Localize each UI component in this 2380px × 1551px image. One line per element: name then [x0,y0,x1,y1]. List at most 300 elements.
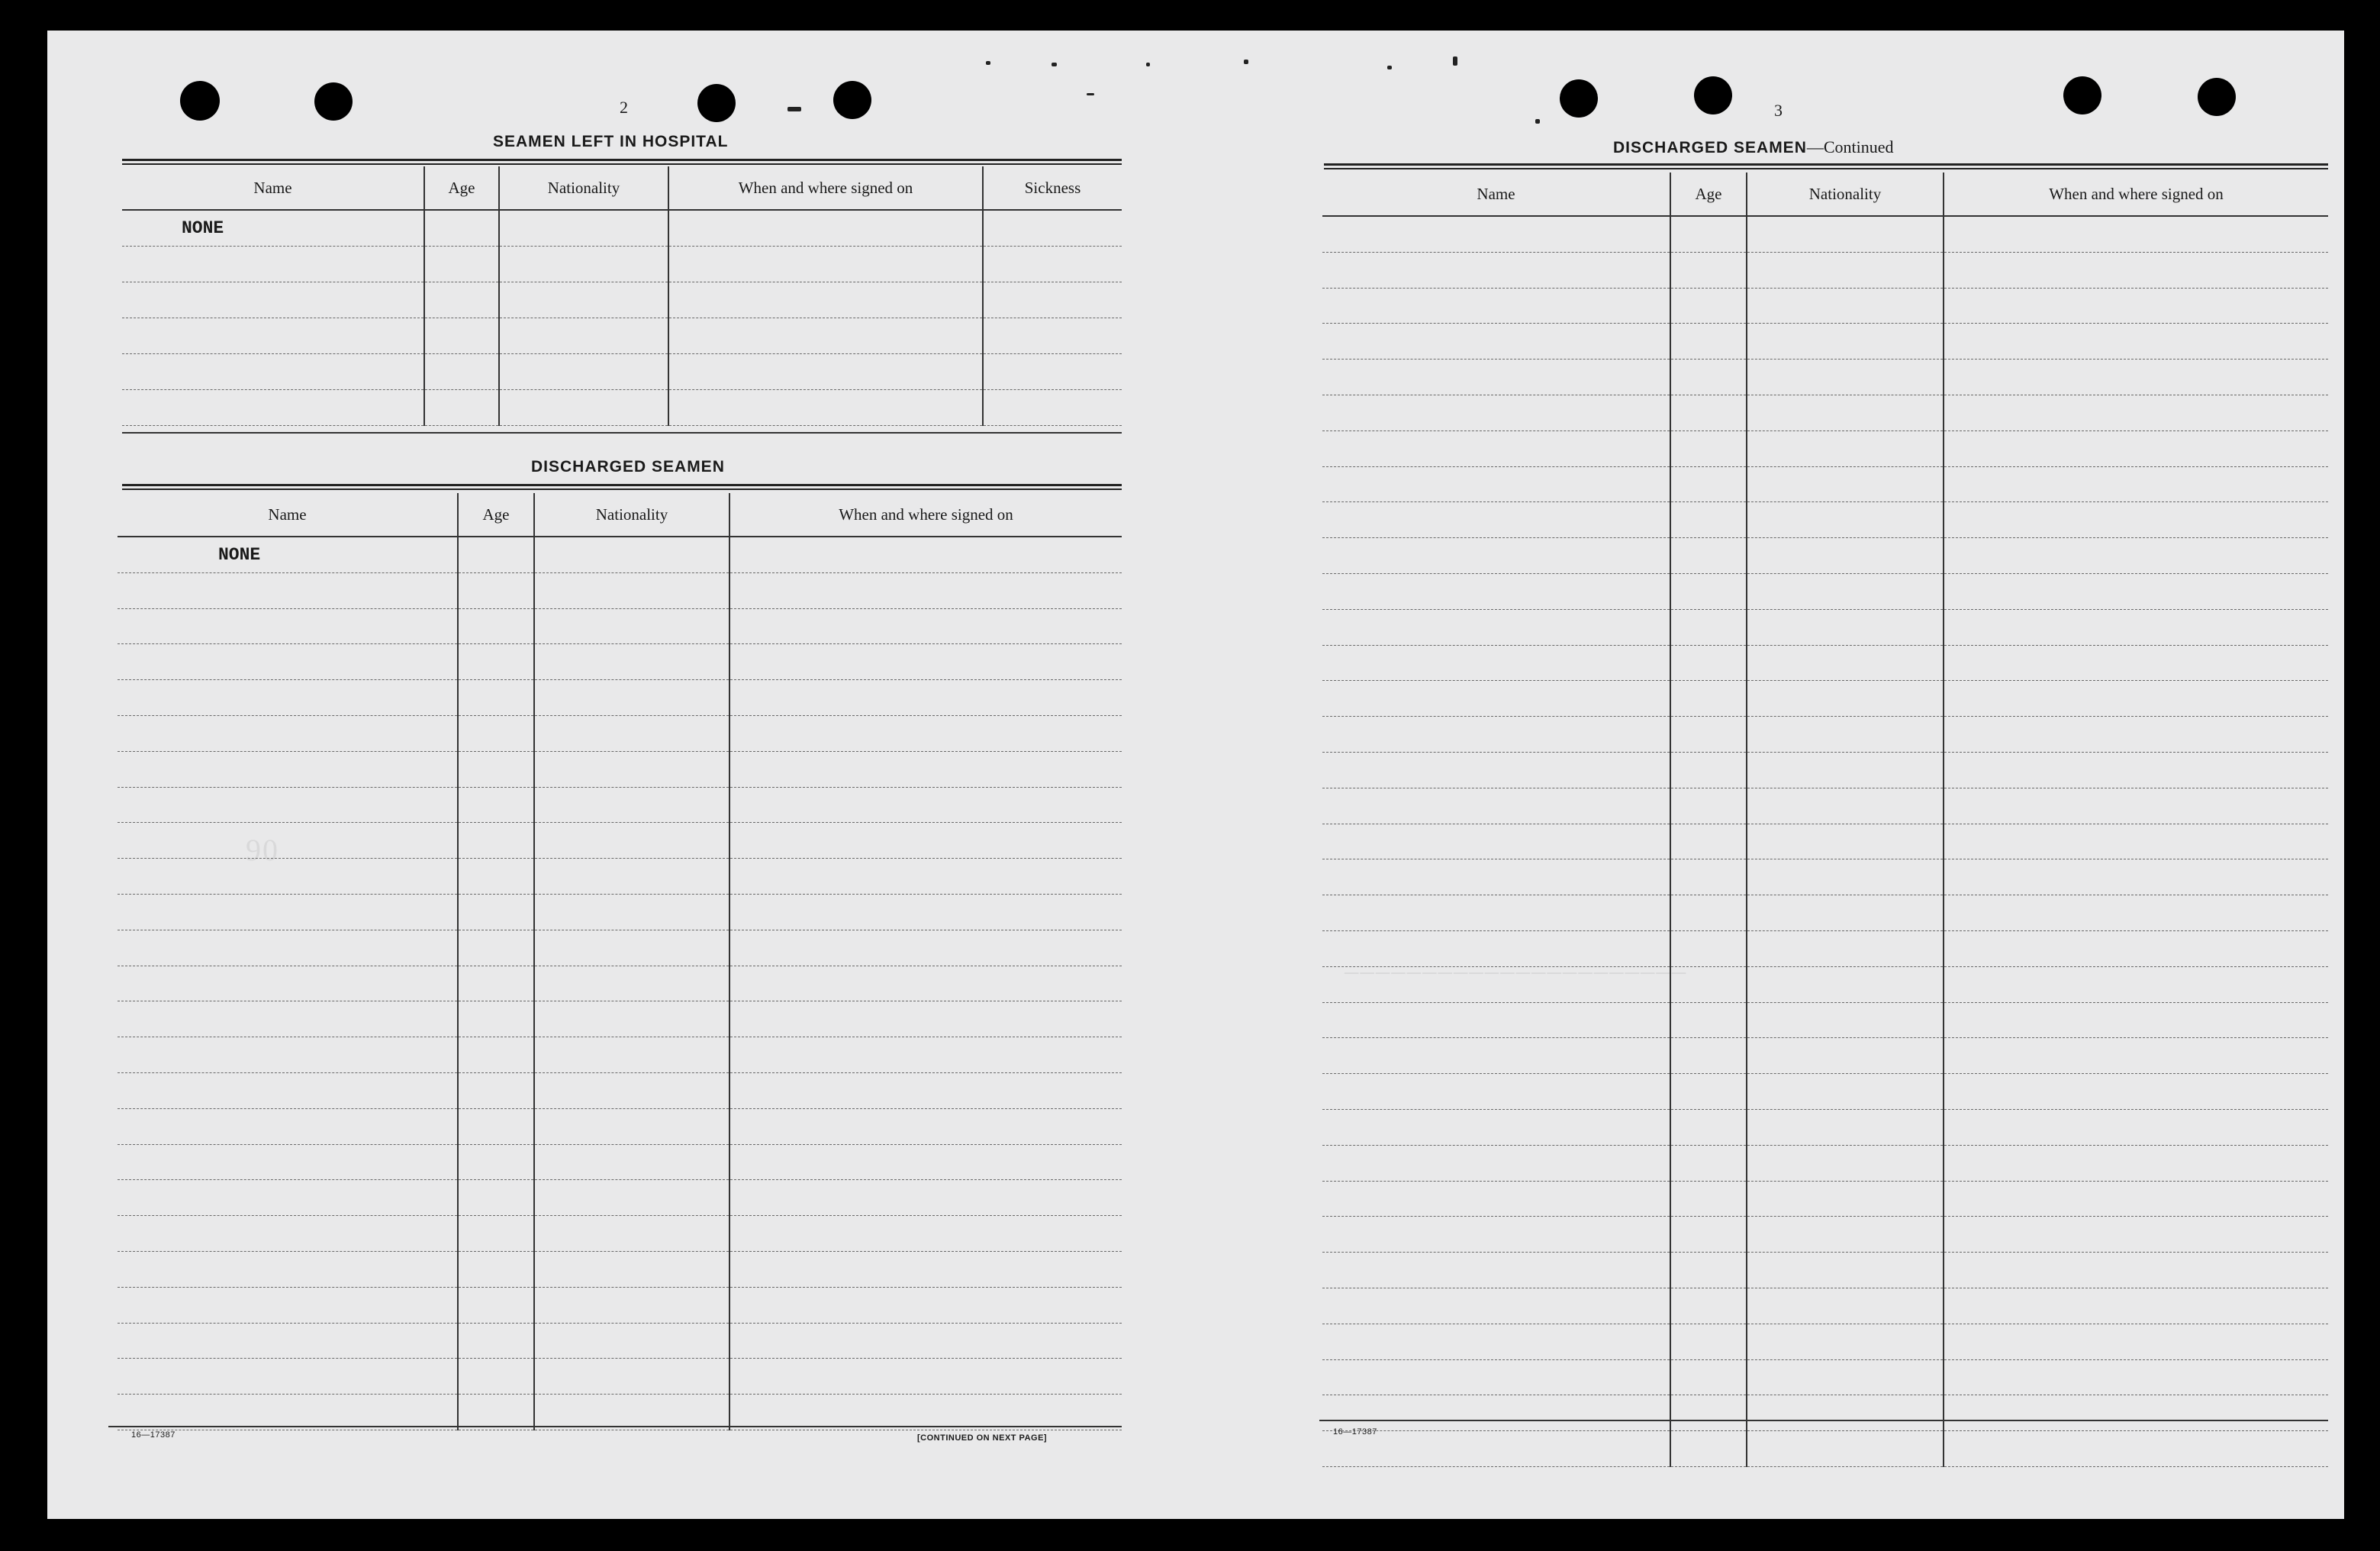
table-cell [1747,645,1944,681]
table-row [1322,1395,2328,1431]
table-cell [729,537,1122,572]
table-row [1322,538,2328,574]
table-cell [1322,1395,1670,1431]
table-cell [1670,752,1747,788]
table-cell [668,390,983,426]
table-cell [729,1037,1122,1073]
table-cell [458,1001,534,1037]
table-cell [458,1216,534,1252]
table-cell [1670,1002,1747,1038]
table-row [1322,859,2328,895]
table-cell [534,572,729,608]
table-cell [1322,573,1670,609]
column-header-nationality: Nationality [1747,173,1944,216]
table-row [1322,1109,2328,1145]
column-header-nationality: Nationality [534,493,729,537]
table-row [118,680,1122,716]
table-cell [424,210,499,247]
table-cell [1670,466,1747,502]
table-row [1322,1074,2328,1110]
table-cell [1322,324,1670,360]
table-cell [668,282,983,318]
table-cell [983,282,1122,318]
table-cell [983,210,1122,247]
table-cell [1944,360,2328,395]
table-cell [1944,1324,2328,1359]
table-cell [1670,609,1747,645]
column-header-sickness: Sickness [983,166,1122,210]
table-cell [534,751,729,787]
table-cell [118,787,458,823]
table-cell [729,1108,1122,1144]
table-cell [118,966,458,1001]
table-row [122,210,1122,247]
discharged-table [118,493,1122,1430]
table-cell [1322,681,1670,717]
table-cell [499,354,668,390]
table-cell [1322,1324,1670,1359]
table-cell [668,354,983,390]
table-cell [1747,1109,1944,1145]
table-cell [1322,430,1670,466]
table-cell [499,318,668,354]
table-cell [1747,930,1944,966]
table-cell [729,1359,1122,1395]
table-cell [1670,1395,1747,1431]
table-cell [1670,681,1747,717]
table-cell [1670,502,1747,538]
table-cell [118,1395,458,1430]
table-row [118,1395,1122,1430]
table-header-row [122,166,1122,210]
table-row [1322,1038,2328,1074]
table-cell [729,715,1122,751]
section-rule [122,484,1122,490]
table-cell [534,1001,729,1037]
table-cell [122,247,424,282]
table-cell [1670,573,1747,609]
section-rule [108,1426,1122,1427]
table-row [118,823,1122,859]
table-cell [1670,360,1747,395]
table-cell [1747,717,1944,753]
table-cell [1747,1324,1944,1359]
table-header-row [118,493,1122,537]
table-cell [1322,216,1670,252]
table-cell [1322,1074,1670,1110]
table-cell [534,680,729,716]
table-cell [1322,1002,1670,1038]
column-header-age: Age [458,493,534,537]
table-cell [534,894,729,930]
table-cell [118,572,458,608]
table-row [118,1072,1122,1108]
bleed-through-text: 90 [246,833,279,867]
table-cell [1322,1181,1670,1217]
table-cell [1747,466,1944,502]
table-row [1322,1181,2328,1217]
table-row [118,894,1122,930]
table-row [118,930,1122,966]
table-cell [1944,1109,2328,1145]
table-row [122,318,1122,354]
table-cell [1944,681,2328,717]
table-cell [1322,395,1670,430]
table-cell [729,1072,1122,1108]
table-cell [534,1037,729,1073]
table-cell [729,859,1122,895]
table-cell [534,1359,729,1395]
section-rule [1319,1420,2328,1421]
table-cell [118,1287,458,1323]
table-cell [1944,717,2328,753]
table-row [118,1216,1122,1252]
table-cell [1944,1253,2328,1288]
table-cell [1944,466,2328,502]
table-cell [1322,1109,1670,1145]
table-cell [534,930,729,966]
table-cell [1747,573,1944,609]
table-cell [1322,1217,1670,1253]
table-row [118,1144,1122,1180]
table-cell [1747,609,1944,645]
table-cell [499,210,668,247]
table-cell [1670,324,1747,360]
table-row [1322,609,2328,645]
table-cell [1747,538,1944,574]
table-cell [118,894,458,930]
table-cell [1944,1395,2328,1431]
section-title-text: DISCHARGED SEAMEN [1613,139,1807,156]
table-cell [118,1216,458,1252]
table-cell [1944,1145,2328,1181]
table-cell [1322,538,1670,574]
table-cell [1670,824,1747,859]
table-cell [729,1180,1122,1216]
table-cell [1747,859,1944,895]
table-cell [424,247,499,282]
table-cell [1747,288,1944,324]
section-title-discharged: DISCHARGED SEAMEN [531,458,725,476]
table-row [118,608,1122,644]
table-cell [1670,859,1747,895]
table-row [1322,824,2328,859]
table-cell [729,823,1122,859]
table-cell [729,1001,1122,1037]
table-cell [458,572,534,608]
table-cell [534,644,729,680]
table-row [118,1359,1122,1395]
section-rule [1324,163,2328,169]
table-cell [1944,859,2328,895]
column-header-age: Age [1670,173,1747,216]
table-cell [729,608,1122,644]
table-cell [458,715,534,751]
table-cell [1670,1109,1747,1145]
table-row [118,1323,1122,1359]
table-cell [1747,502,1944,538]
table-cell [458,680,534,716]
table-cell [1944,752,2328,788]
table-cell [534,1144,729,1180]
table-cell [1944,930,2328,966]
table-cell [1322,752,1670,788]
table-row [1322,1002,2328,1038]
table-cell [1944,252,2328,288]
table-row [1322,788,2328,824]
table-row [122,354,1122,390]
column-header-signed-on: When and where signed on [729,493,1122,537]
table-cell [118,1359,458,1395]
section-title-hospital: SEAMEN LEFT IN HOSPITAL [493,133,729,150]
table-cell [1670,216,1747,252]
table-cell [983,318,1122,354]
table-cell [118,751,458,787]
table-cell [1670,1074,1747,1110]
hospital-table [122,166,1122,426]
table-cell [729,966,1122,1001]
table-cell [1322,1145,1670,1181]
table-cell [534,1180,729,1216]
table-cell [499,282,668,318]
table-cell [1944,573,2328,609]
table-cell [729,787,1122,823]
table-row [122,247,1122,282]
table-row [1322,895,2328,931]
table-cell [1670,1038,1747,1074]
table-cell [1670,1253,1747,1288]
table-cell [534,608,729,644]
table-cell [534,1395,729,1430]
table-cell [1747,1145,1944,1181]
section-title-suffix: —Continued [1806,137,1894,156]
table-row [1322,1359,2328,1395]
table-cell [1322,717,1670,753]
table-cell [458,1037,534,1073]
table-cell [118,1001,458,1037]
table-row [118,966,1122,1001]
table-cell [668,210,983,247]
table-row [1322,216,2328,252]
table-cell [1747,1038,1944,1074]
table-cell [458,644,534,680]
table-cell [118,1251,458,1287]
table-cell [729,644,1122,680]
table-row [1322,1145,2328,1181]
table-cell [668,318,983,354]
table-cell [1747,966,1944,1002]
table-row [122,282,1122,318]
table-cell [458,1180,534,1216]
table-cell [1322,824,1670,859]
table-header-row [1322,173,2328,216]
table-cell [1747,788,1944,824]
table-cell [1670,1181,1747,1217]
table-cell [1747,1181,1944,1217]
table-cell [668,247,983,282]
form-number: 16—17387 [131,1430,176,1440]
table-cell [729,751,1122,787]
table-cell [1670,930,1747,966]
table-cell: NONE [122,210,424,247]
table-cell [1747,1431,1944,1467]
table-cell [534,1216,729,1252]
table-cell [1670,1431,1747,1467]
table-cell [1944,502,2328,538]
table-cell [458,608,534,644]
table-cell [1322,1288,1670,1324]
table-cell [1747,395,1944,430]
table-cell [118,1037,458,1073]
table-cell [729,1287,1122,1323]
table-cell [534,859,729,895]
table-cell [1322,859,1670,895]
table-cell [729,572,1122,608]
table-row [118,1108,1122,1144]
column-header-name: Name [1322,173,1670,216]
table-row [118,1251,1122,1287]
table-cell [1670,252,1747,288]
scanned-sheet [47,31,2344,1519]
table-cell [1322,966,1670,1002]
table-row [122,390,1122,426]
table-cell [534,1323,729,1359]
table-cell [118,1108,458,1144]
table-cell [1322,360,1670,395]
table-row [1322,930,2328,966]
table-row [1322,1324,2328,1359]
table-row [118,1180,1122,1216]
table-row [118,572,1122,608]
table-cell [1944,1181,2328,1217]
table-cell [1747,1359,1944,1395]
table-row [1322,966,2328,1002]
table-row [1322,717,2328,753]
table-cell [1322,252,1670,288]
table-cell [1322,788,1670,824]
table-cell [1670,1217,1747,1253]
table-cell [118,1180,458,1216]
table-cell [122,354,424,390]
table-cell [1747,360,1944,395]
table-row [1322,360,2328,395]
table-cell [1670,788,1747,824]
table-cell [118,715,458,751]
table-cell [1747,216,1944,252]
table-row [1322,1288,2328,1324]
page-number: 2 [620,98,628,117]
table-cell [1322,288,1670,324]
table-cell [1670,430,1747,466]
table-cell [1670,717,1747,753]
column-header-signed-on: When and where signed on [1944,173,2328,216]
left-page [47,31,1196,1519]
table-cell [1747,1002,1944,1038]
table-cell [458,1072,534,1108]
table-cell [1322,466,1670,502]
table-row [118,644,1122,680]
column-header-nationality: Nationality [499,166,668,210]
table-cell [1944,609,2328,645]
table-cell [534,715,729,751]
table-cell [1747,252,1944,288]
table-cell [1944,788,2328,824]
table-cell [1322,930,1670,966]
table-cell [458,751,534,787]
page-number: 3 [1774,101,1783,120]
table-cell [458,1287,534,1323]
table-cell [534,966,729,1001]
table-cell [458,537,534,572]
table-cell [424,354,499,390]
table-cell [1747,681,1944,717]
table-cell [983,247,1122,282]
table-cell [458,823,534,859]
table-cell [729,680,1122,716]
table-cell [1670,966,1747,1002]
table-cell [458,1395,534,1430]
table-cell [424,390,499,426]
table-cell [118,1144,458,1180]
right-page [1196,31,2344,1519]
table-cell [458,966,534,1001]
table-cell [1747,895,1944,931]
table-cell [1944,288,2328,324]
table-cell [1747,1074,1944,1110]
table-row [118,859,1122,895]
table-cell [458,930,534,966]
table-cell [534,1287,729,1323]
table-row [118,537,1122,572]
table-cell [118,1072,458,1108]
table-cell [983,354,1122,390]
table-cell [534,1251,729,1287]
table-cell [1670,1359,1747,1395]
table-cell [1670,538,1747,574]
table-row [1322,681,2328,717]
table-cell [983,390,1122,426]
table-cell [1747,1253,1944,1288]
table-cell [729,1144,1122,1180]
table-cell [534,1072,729,1108]
table-row [1322,502,2328,538]
table-cell [1747,752,1944,788]
column-header-name: Name [122,166,424,210]
section-rule [122,432,1122,434]
table-row [1322,573,2328,609]
table-cell [1322,609,1670,645]
table-row [118,1001,1122,1037]
table-cell [1322,645,1670,681]
column-header-name: Name [118,493,458,537]
table-cell [1944,1002,2328,1038]
table-cell [729,1216,1122,1252]
table-row [118,1037,1122,1073]
table-cell [1670,895,1747,931]
table-cell [729,1395,1122,1430]
table-cell [729,1323,1122,1359]
table-cell [1944,1074,2328,1110]
table-cell [729,894,1122,930]
table-row [118,1287,1122,1323]
table-cell [729,1251,1122,1287]
section-rule [122,159,1122,165]
table-cell [1322,1038,1670,1074]
table-cell [458,1359,534,1395]
table-row [1322,1253,2328,1288]
table-cell [1322,1359,1670,1395]
table-cell [1747,1288,1944,1324]
